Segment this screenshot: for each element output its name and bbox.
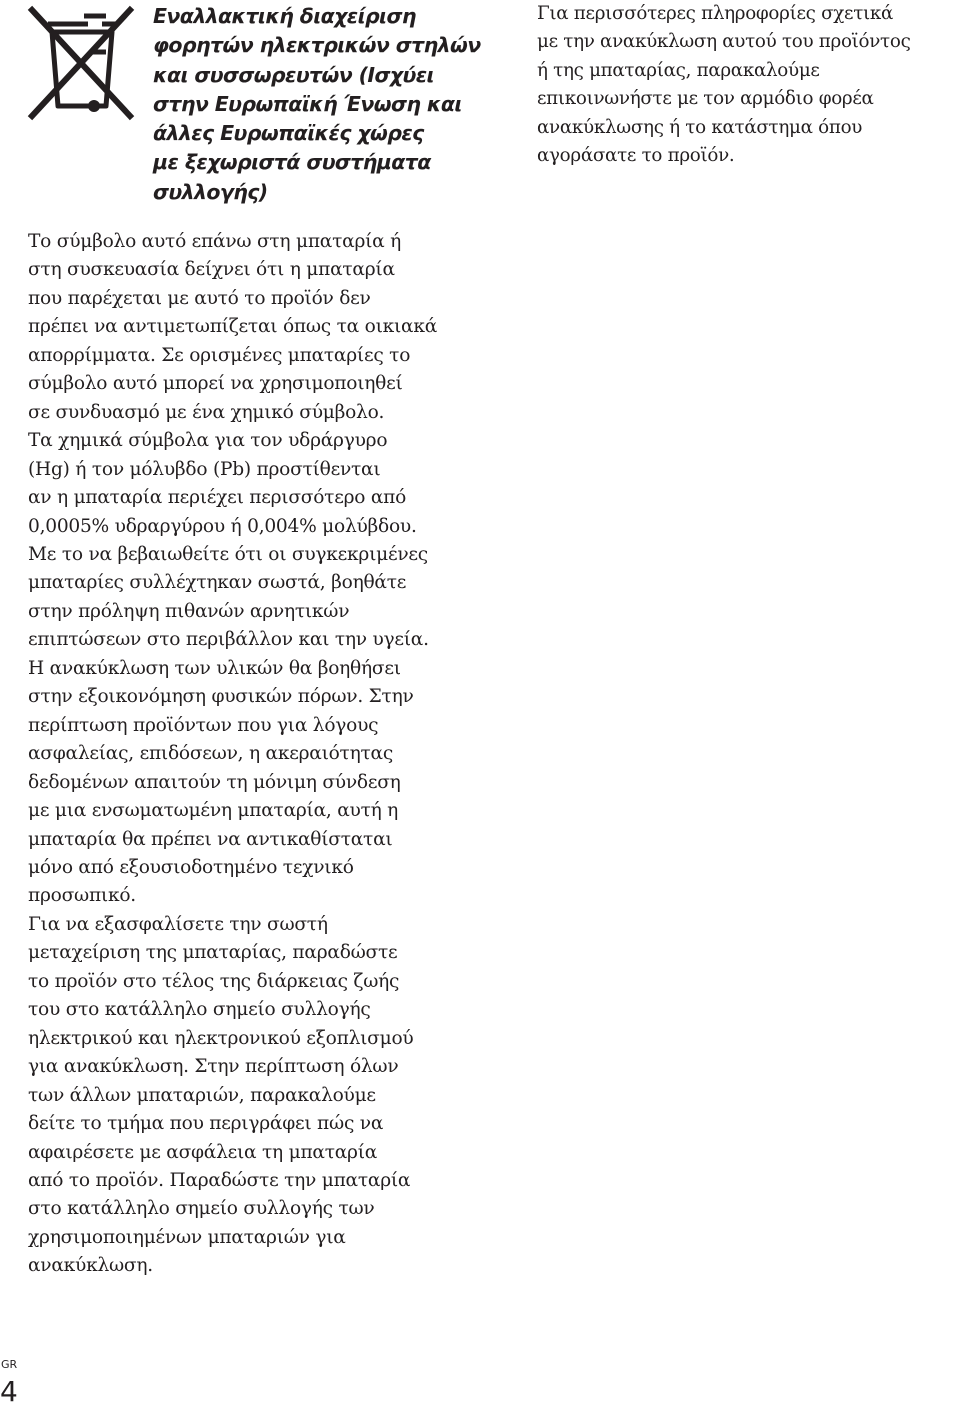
- text-line: σε συνδυασμό με ένα χημικό σύμβολο.: [28, 401, 385, 423]
- body-paragraph: [28, 228, 488, 911]
- text-line: (Hg) ή τον μόλυβδο (Pb) προστίθενται: [28, 458, 381, 480]
- crossed-out-wheelie-bin-icon: [26, 2, 138, 122]
- text-line: στη συσκευασία δείχνει ότι η μπαταρία: [28, 259, 395, 281]
- text-line: δεδομένων απαιτούν τη μόνιμη σύνδεση: [28, 771, 401, 793]
- text-line: επικοινωνήστε με τον αρμόδιο φορέα: [537, 88, 874, 110]
- text-line: Τα χημικά σύμβολα για τον υδράργυρο: [28, 430, 388, 452]
- text-line: ασφαλείας, επιδόσεων, η ακεραιότητας: [28, 743, 393, 765]
- text-line: από το προϊόν. Παραδώστε την μπαταρία: [28, 1169, 411, 1191]
- heading-line: και συσσωρευτών (Ισχύει: [153, 62, 434, 87]
- text-line: αγοράσατε το προϊόν.: [537, 145, 735, 167]
- left-column: [28, 228, 488, 1281]
- text-line: αφαιρέσετε με ασφάλεια τη μπαταρία: [28, 1141, 378, 1163]
- section-heading: [153, 2, 483, 207]
- heading-line: άλλες Ευρωπαϊκές χώρες: [153, 121, 424, 146]
- text-line: περίπτωση προϊόντων που για λόγους: [28, 714, 379, 736]
- text-line: χρησιμοποιημένων μπαταριών για: [28, 1226, 346, 1248]
- text-line: Το σύμβολο αυτό επάνω στη μπαταρία ή: [28, 231, 402, 252]
- page-number: 4: [0, 1375, 18, 1408]
- text-line: με μια ενσωματωμένη μπαταρία, αυτή η: [28, 800, 399, 822]
- text-line: που παρέχεται με αυτό το προϊόν δεν: [28, 287, 371, 309]
- heading-line: με ξεχωριστά συστήματα: [153, 150, 431, 175]
- text-line: με την ανακύκλωση αυτού του προϊόντος: [537, 31, 911, 53]
- text-line: στην εξοικονόμηση φυσικών πόρων. Στην: [28, 686, 414, 708]
- text-line: στην πρόληψη πιθανών αρνητικών: [28, 600, 350, 622]
- body-paragraph: [537, 0, 957, 170]
- text-line: σύμβολο αυτό μπορεί να χρησιμοποιηθεί: [28, 373, 403, 395]
- text-line: μόνο από εξουσιοδοτημένο τεχνικό: [28, 856, 354, 878]
- text-line: πρέπει να αντιμετωπίζεται όπως τα οικιακά: [28, 316, 438, 338]
- text-line: 0,0005% υδραργύρου ή 0,004% μολύβδου.: [28, 515, 417, 537]
- text-line: μπαταρία θα πρέπει να αντικαθίσταται: [28, 828, 393, 850]
- text-line: ηλεκτρικού και ηλεκτρονικού εξοπλισμού: [28, 1027, 414, 1049]
- text-line: Για περισσότερες πληροφορίες σχετικά: [537, 3, 894, 24]
- heading-line: στην Ευρωπαϊκή Ένωση και: [153, 91, 462, 116]
- text-line: ανακύκλωσης ή το κατάστημα όπου: [537, 116, 863, 138]
- text-line: Η ανακύκλωση των υλικών θα βοηθήσει: [28, 657, 401, 679]
- text-line: Με το να βεβαιωθείτε ότι οι συγκεκριμένες: [28, 543, 428, 565]
- text-line: για ανακύκλωση. Στην περίπτωση όλων: [28, 1056, 399, 1078]
- heading-line: φορητών ηλεκτρικών στηλών: [153, 33, 481, 58]
- text-line: στο κατάλληλο σημείο συλλογής των: [28, 1198, 375, 1220]
- text-line: του στο κατάλληλο σημείο συλλογής: [28, 999, 371, 1021]
- heading-line: συλλογής): [153, 179, 268, 204]
- body-paragraph: [28, 911, 488, 1281]
- text-line: ή της μπαταρίας, παρακαλούμε: [537, 59, 820, 81]
- text-line: μπαταρίες συλλέχτηκαν σωστά, βοηθάτε: [28, 572, 407, 594]
- language-code: GR: [1, 1358, 18, 1371]
- right-column: [537, 0, 957, 170]
- text-line: απορρίμματα. Σε ορισμένες μπαταρίες το: [28, 344, 411, 366]
- heading-line: Εναλλακτική διαχείριση: [153, 4, 416, 28]
- text-line: αν η μπαταρία περιέχει περισσότερο από: [28, 487, 407, 509]
- text-line: επιπτώσεων στο περιβάλλον και την υγεία.: [28, 629, 429, 651]
- text-line: των άλλων μπαταριών, παρακαλούμε: [28, 1084, 376, 1106]
- text-line: Για να εξασφαλίσετε την σωστή: [28, 913, 328, 935]
- text-line: ανακύκλωση.: [28, 1255, 153, 1277]
- text-line: το προϊόν στο τέλος της διάρκειας ζωής: [28, 970, 400, 992]
- text-line: μεταχείριση της μπαταρίας, παραδώστε: [28, 942, 398, 964]
- text-line: δείτε το τμήμα που περιγράφει πώς να: [28, 1113, 384, 1135]
- text-line: προσωπικό.: [28, 885, 136, 907]
